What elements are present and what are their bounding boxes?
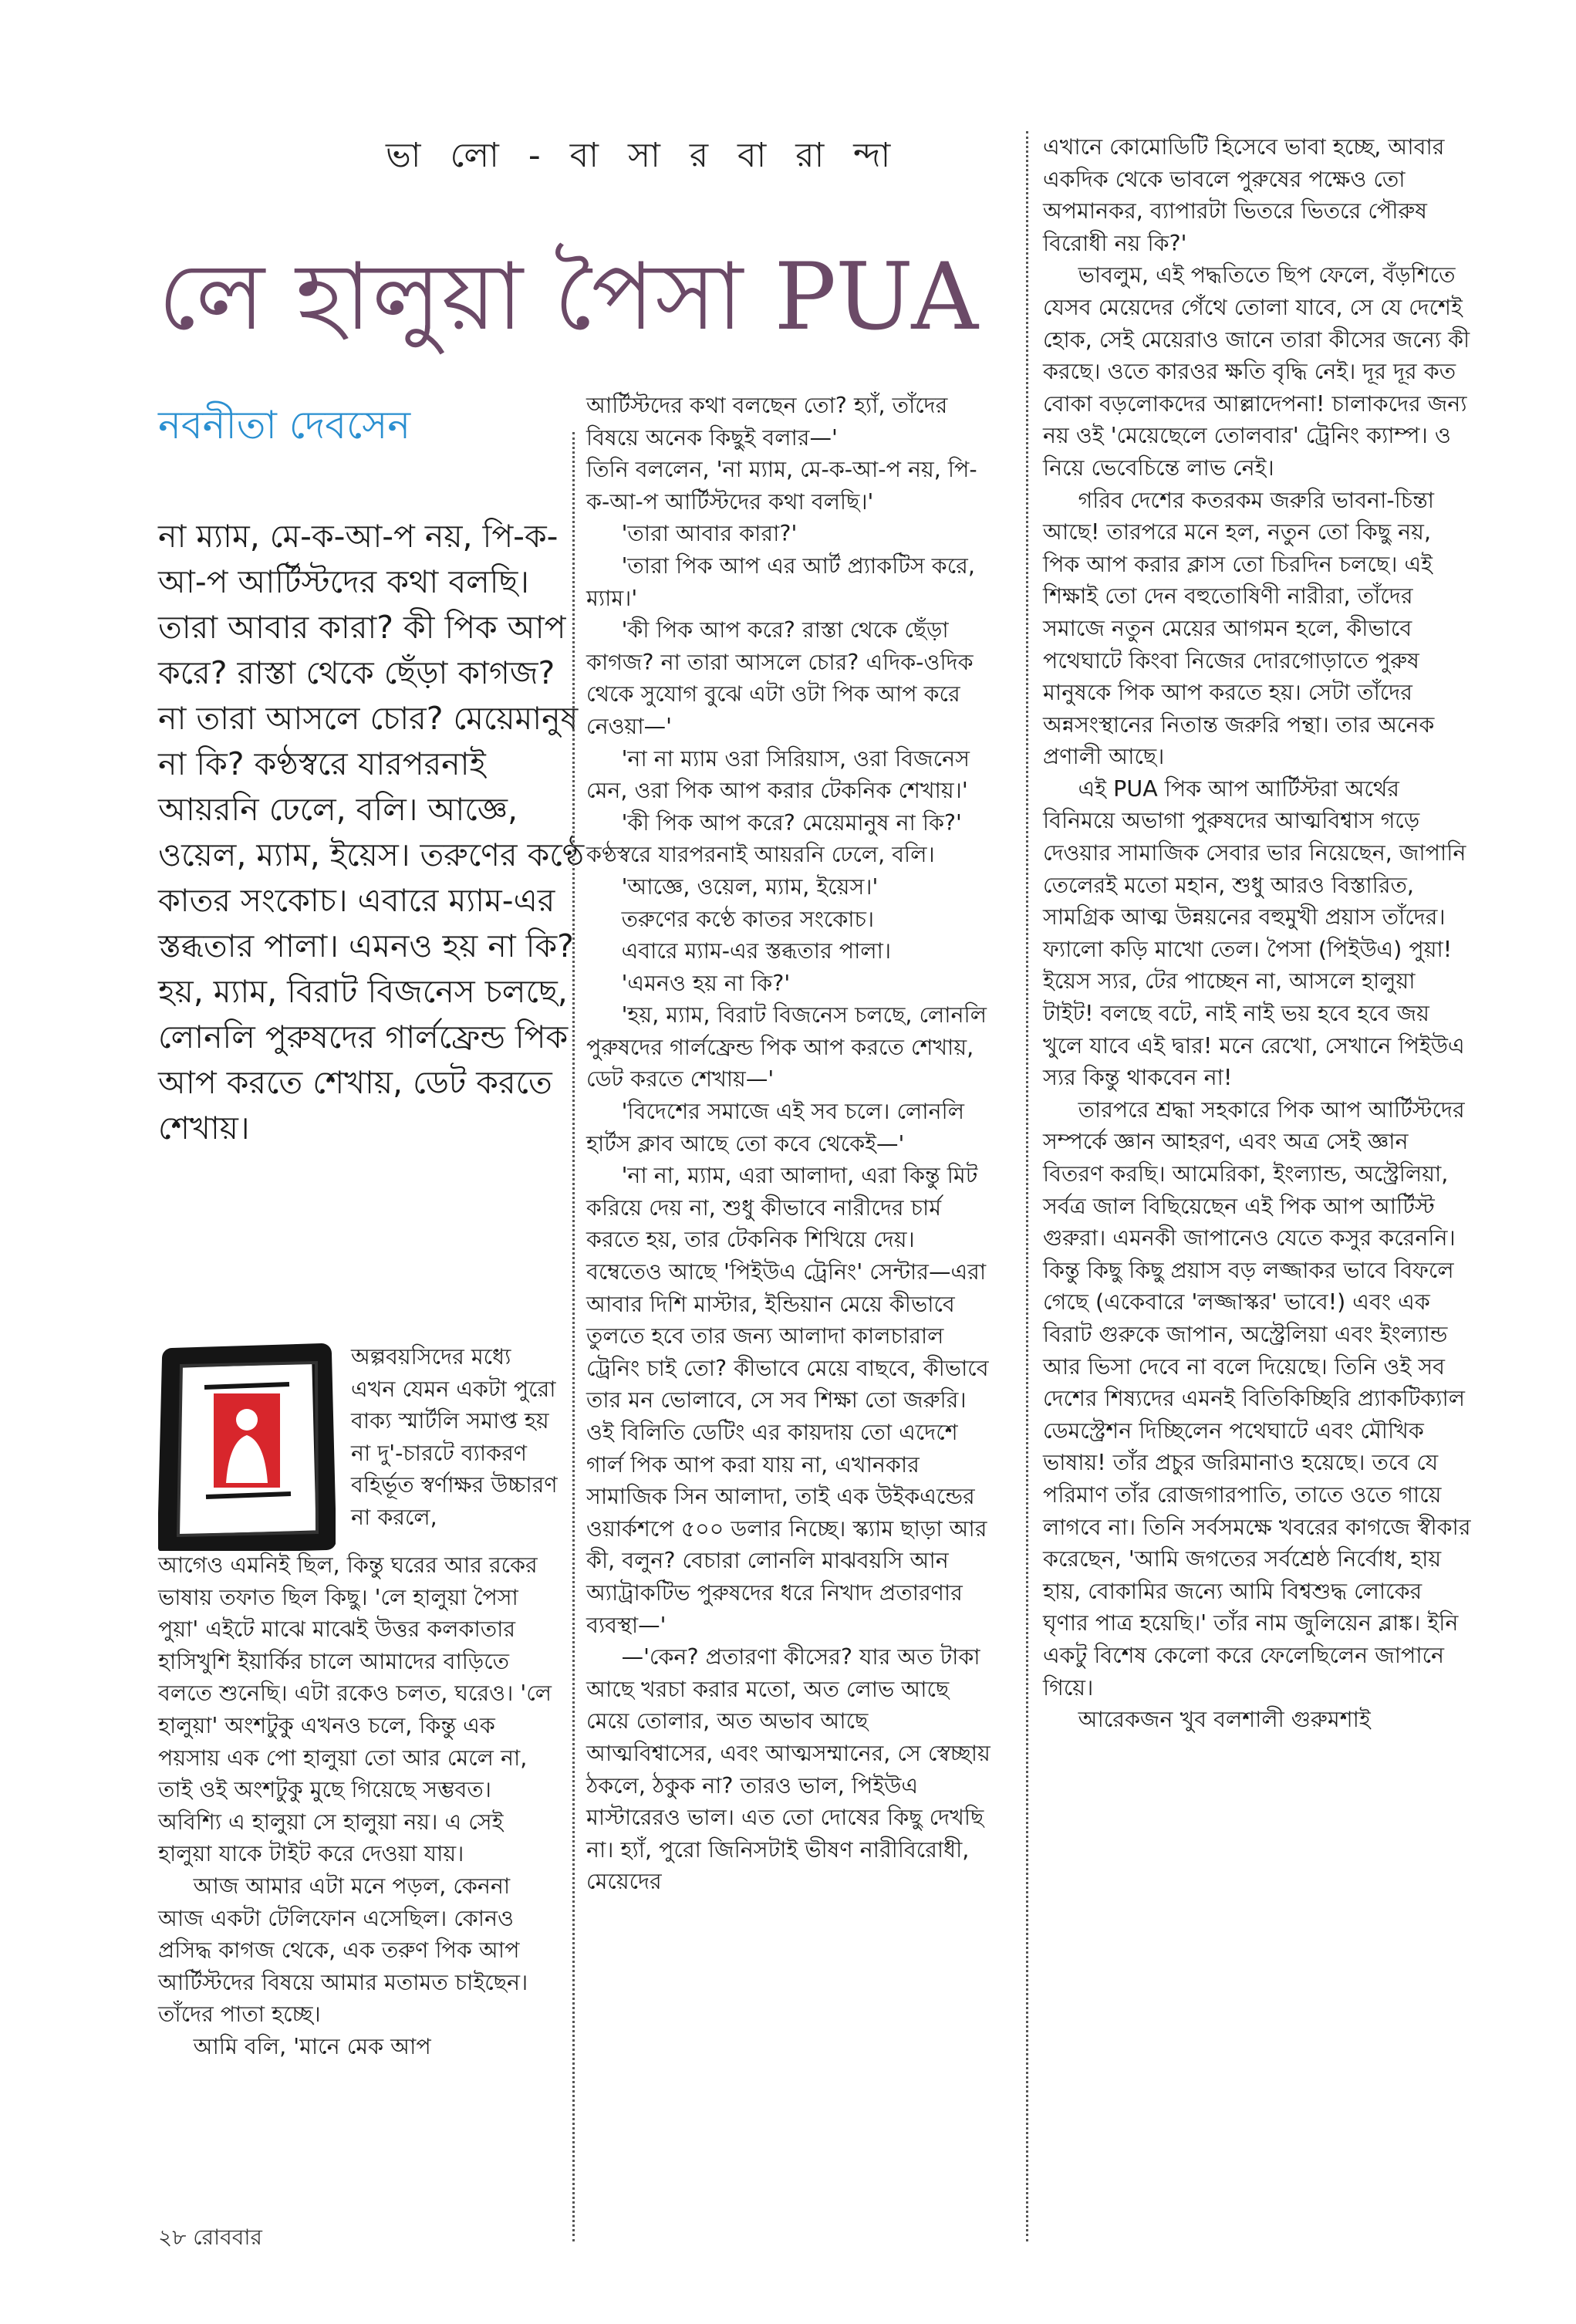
column2-paragraph: 'কী পিক আপ করে? মেয়েমানুষ না কি?' কণ্ঠস্বরে যারপরনাই আয়রনি ঢেলে, বলি। <box>586 809 962 868</box>
column2-paragraph: 'হয়, ম্যাম, বিরাট বিজনেস চলছে, লোনলি পুরুষদের গার্লফ্রেন্ড পিক আপ করতে শেখায়, ডেট করতে শেখায়—' <box>586 1002 987 1093</box>
lead-paragraph <box>158 514 590 1151</box>
column2-paragraph: 'এমনও হয় না কি?' <box>621 970 791 996</box>
column3-paragraph: তারপরে শ্রদ্ধা সহকারে পিক আপ আর্টিস্টদের সম্পর্কে জ্ঞান আহরণ, এবং অত্র সেই জ্ঞান বিতরণ করছি। আমেরিকা, ইংল্যান্ড, অস্ট্রেলিয়া, সর্বত্র জাল বিছিয়েছেন এই পিক আপ আর্টিস্ট গুরুরা। এমনকী জাপানেও যেতে কসুর করেননি। কিন্তু কিছু কিছু প্রয়াস বড় লজ্জাকর ভাবে বিফলে গেছে (একেবারে 'লজ্জাস্কর' ভাবে!) এবং এক বিরাট গুরুকে জাপান, অস্ট্রেলিয়া এবং ইংল্যান্ড আর ভিসা দেবে না বলে দিয়েছে। তিনি ওই সব দেশের শিষ্যদের এমনই বিতিকিচ্ছিরি প্র্যাকটিক্যাল ডেমস্ট্রেশন দিচ্ছিলেন পথেঘাটে এবং মৌখিক ভাষায়! তাঁর প্রচুর জরিমানাও হয়েছে। তবে যে পরিমাণ তাঁর রোজগারপাতি, তাতে ওতে গায়ে লাগবে না। তিনি সর্বসমক্ষে খবরের কাগজে স্বীকার করেছেন, 'আমি জগতের সর্বশ্রেষ্ঠ নির্বোধ, হায় হায়, বোকামির জন্যে আমি বিশ্বশুদ্ধ লোকের ঘৃণার পাত্র হয়েছি।' তাঁর নাম জুলিয়েন ব্লাঙ্ক। ইনি একটু বিশেষ কেলো করে ফেলেছিলেন জাপানে গিয়ে। <box>1043 1096 1471 1701</box>
column2-paragraph: —'কেন? প্রতারণা কীসের? যার অত টাকা আছে খরচা করার মতো, অত লোভ আছে মেয়ে তোলার, অত অভাব আছে আত্মবিশ্বাসের, এবং আত্মসম্মানের, সে স্বেচ্ছায় ঠকলে, ঠকুক না? তারও ভাল, পিইউএ মাস্টারেরও ভাল। এত তো দোষের কিছু দেখছি না। হ্যাঁ, পুরো জিনিসটাই ভীষণ নারীবিরোধী, মেয়েদের <box>586 1644 990 1895</box>
column2-paragraph: 'তারা আবার কারা?' <box>621 521 798 547</box>
column3-paragraph: আরেকজন খুব বলশালী গুরুমশাই <box>1078 1707 1371 1733</box>
column2-paragraph: 'কী পিক আপ করে? রাস্তা থেকে ছেঁড়া কাগজ? না তারা আসলে চোর? এদিক-ওদিক থেকে সুযোগ বুঝে এটা ওটা পিক আপ করে নেওয়া—' <box>586 617 974 739</box>
column-divider <box>1026 131 1028 2241</box>
column3-paragraph: গরিব দেশের কতরকম জরুরি ভাবনা-চিন্তা আছে! তারপরে মনে হল, নতুন তো কিছু নয়, পিক আপ করার ক্লাস তো চিরদিন চলছে। এই শিক্ষাই তো দেন বহুতোষিণী নারীরা, তাঁদের সমাজে নতুন মেয়ের আগমন হলে, কীভাবে পথেঘাটে কিংবা নিজের দোরগোড়াতে পুরুষ মানুষকে পিক আপ করতে হয়। সেটা তাঁদের অন্নসংস্থানের নিতান্ত জরুরি পন্থা। তার অনেক প্রণালী আছে। <box>1043 487 1435 770</box>
column2-paragraph: 'না না, ম্যাম, এরা আলাদা, এরা কিন্তু মিট করিয়ে দেয় না, শুধু কীভাবে নারীদের চার্ম করতে হয়, তার টেকনিক শিখিয়ে দেয়। বম্বেতেও আছে 'পিইউএ ট্রেনিং' সেন্টার—এরা আবার দিশি মাস্টার, ইন্ডিয়ান মেয়ে কীভাবে তুলতে হবে তার জন্য আলাদা কালচারাল ট্রেনিং চাই তো? কীভাবে মেয়ে বাছবে, কীভাবে তার মন ভোলাবে, সে সব শিক্ষা তো জরুরি। ওই বিলিতি ডেটিং এর কায়দায় তো এদেশে গার্ল পিক আপ করা যায় না, এখানকার সামাজিক সিন আলাদা, তাই এক উইকএন্ডের ওয়ার্কশপে ৫০০ ডলার নিচ্ছে। স্ক্যাম ছাড়া আর কী, বলুন? বেচারা লোনলি মাঝবয়সি আন অ্যাট্রাকটিভ পুরুষদের ধরে নিখাদ প্রতারণার ব্যবস্থা—' <box>586 1163 989 1638</box>
column2-paragraph: 'তারা পিক আপ এর আর্ট প্র্যাকটিস করে, ম্যাম।' <box>586 552 975 611</box>
column1-wrap-text <box>351 1341 561 1534</box>
column1-paragraph: আগেও এমনিই ছিল, কিন্তু ঘরের আর রকের ভাষায় তফাত ছিল কিছু। 'লে হালুয়া পৈসা পুয়া' এইটে মাঝে মাঝেই উত্তর কলকাতার হাসিখুশি ইয়ার্কির চালে আমাদের বাড়িতে বলতে শুনেছি। এটা রকেও চলত, ঘরেও। 'লে হালুয়া' অংশটুকু এখনও চলে, কিন্তু এক পয়সায় এক পো হালুয়া তো আর মেলে না, তাই ওই অংশটুকু মুছে গিয়েছে সম্ভবত। অবিশ্যি এ হালুয়া সে হালুয়া নয়। এ সেই হালুয়া যাকে টাইট করে দেওয়া যায়। <box>158 1552 552 1867</box>
column3-paragraph: ভাবলুম, এই পদ্ধতিতে ছিপ ফেলে, বঁড়শিতে যেসব মেয়েদের গেঁথে তোলা যাবে, সে যে দেশেই হোক, সেই মেয়েরাও জানে তারা কীসের জন্যে কী করছে। ওতে কারওর ক্ষতি বৃদ্ধি নেই। দূর দূর কত বোকা বড়লোকদের আল্লাদেপনা! চালাকদের জন্য নয় ওই 'মেয়েছেলে তোলবার' ট্রেনিং ক্যাম্প। ও নিয়ে ভেবেচিন্তে লাভ নেই। <box>1043 262 1470 481</box>
section-kicker: ভা লো - বা সা র বা রা ন্দা <box>386 136 900 175</box>
column-3 <box>1043 131 1471 1736</box>
column2-paragraph: 'আজ্ঞে, ওয়েল, ম্যাম, ইয়েস।' <box>621 873 879 900</box>
article-title: লে হালুয়া পৈসা PUA <box>158 244 980 351</box>
column2-paragraph: আর্টিস্টদের কথা বলছেন তো? হ্যাঁ, তাঁদের বিষয়ে অনেক কিছুই বলার—' <box>586 393 948 451</box>
column2-paragraph: 'না না ম্যাম ওরা সিরিয়াস, ওরা বিজনেস মেন, ওরা পিক আপ করার টেকনিক শেখায়।' <box>586 745 970 804</box>
column2-paragraph: তিনি বললেন, 'না ম্যাম, মে-ক-আ-প নয়, পি-ক-আ-প আর্টিস্টদের কথা বলছি।' <box>586 457 977 515</box>
column1-paragraph: আমি বলি, 'মানে মেক আপ <box>193 2033 431 2059</box>
column1-wrap-paragraph: অল্পবয়সিদের মধ্যে এখন যেমন একটা পুরো বাক্য স্মার্টলি সমাপ্ত হয় না দু'-চারটে ব্যাকরণ বহির্ভূত স্বর্ণাক্ষর উচ্চারণ না করলে, <box>351 1344 558 1530</box>
column2-paragraph: এবারে ম্যাম-এর স্তব্ধতার পালা। <box>621 938 892 964</box>
column2-paragraph: 'বিদেশের সমাজে এই সব চলে। লোনলি হার্টস ক্লাব আছে তো কবে থেকেই—' <box>586 1099 964 1157</box>
column3-paragraph: এখানে কোমোডিটি হিসেবে ভাবা হচ্ছে, আবার একদিক থেকে ভাবলে পুরুষের পক্ষেও তো অপমানকর, ব্যাপারটা ভিতরে ভিতরে পৌরুষ বিরোধী নয় কি?' <box>1043 134 1445 256</box>
lead-text: না ম্যাম, মে-ক-আ-প নয়, পি-ক-আ-প আর্টিস্টদের কথা বলছি। তারা আবার কারা? কী পিক আপ করে? রাস্তা থেকে ছেঁড়া কাগজ? না তারা আসলে চোর? মেয়েমানুষ না কি? কণ্ঠস্বরে যারপরনাই আয়রনি ঢেলে, বলি। আজ্ঞে, ওয়েল, ম্যাম, ইয়েস। তরুণের কণ্ঠে কাতর সংকোচ। এবারে ম্যাম-এর স্তব্ধতার পালা। এমনও হয় না কি? হয়, ম্যাম, বিরাট বিজনেস চলছে, লোনলি পুরুষদের গার্লফ্রেন্ড পিক আপ করতে শেখায়, ডেট করতে শেখায়। <box>158 518 585 1147</box>
illustration-frame <box>158 1343 336 1551</box>
column-divider <box>572 432 575 2241</box>
page-footer: ২৮ রোববার <box>158 2224 262 2250</box>
author-name: নবনীতা দেবসেন <box>158 403 411 448</box>
column-2 <box>586 390 995 1898</box>
column2-paragraph: তরুণের কণ্ঠে কাতর সংকোচ। <box>621 906 875 932</box>
column1-paragraph: আজ আমার এটা মনে পড়ল, কেননা আজ একটা টেলিফোন এসেছিল। কোনও প্রসিদ্ধ কাগজ থেকে, এক তরুণ পিক আপ আর্টিস্টদের বিষয়ে আমার মতামত চাইছেন। তাঁদের পাতা হচ্ছে। <box>158 1873 528 2028</box>
framed-figure-icon <box>158 1343 336 1551</box>
column-1 <box>158 1549 559 2063</box>
column3-paragraph: এই PUA পিক আপ আর্টিস্টরা অর্থের বিনিময়ে অভাগা পুরুষদের আত্মবিশ্বাস গড়ে দেওয়ার সামাজিক সেবার ভার নিয়েছেন, জাপানি তেলেরই মতো মহান, শুধু আরও বিস্তারিত, সামগ্রিক আত্ম উন্নয়নের বহুমুখী প্রয়াস তাঁদের। ফ্যালো কড়ি মাখো তেল। পৈসা (পিইউএ) পুয়া! ইয়েস স্যর, টের পাচ্ছেন না, আসলে হালুয়া টাইট! বলছে বটে, নাই নাই ভয় হবে হবে জয় খুলে যাবে এই দ্বার! মনে রেখো, সেখানে পিইউএ স্যর কিন্তু থাকবেন না! <box>1043 775 1466 1091</box>
